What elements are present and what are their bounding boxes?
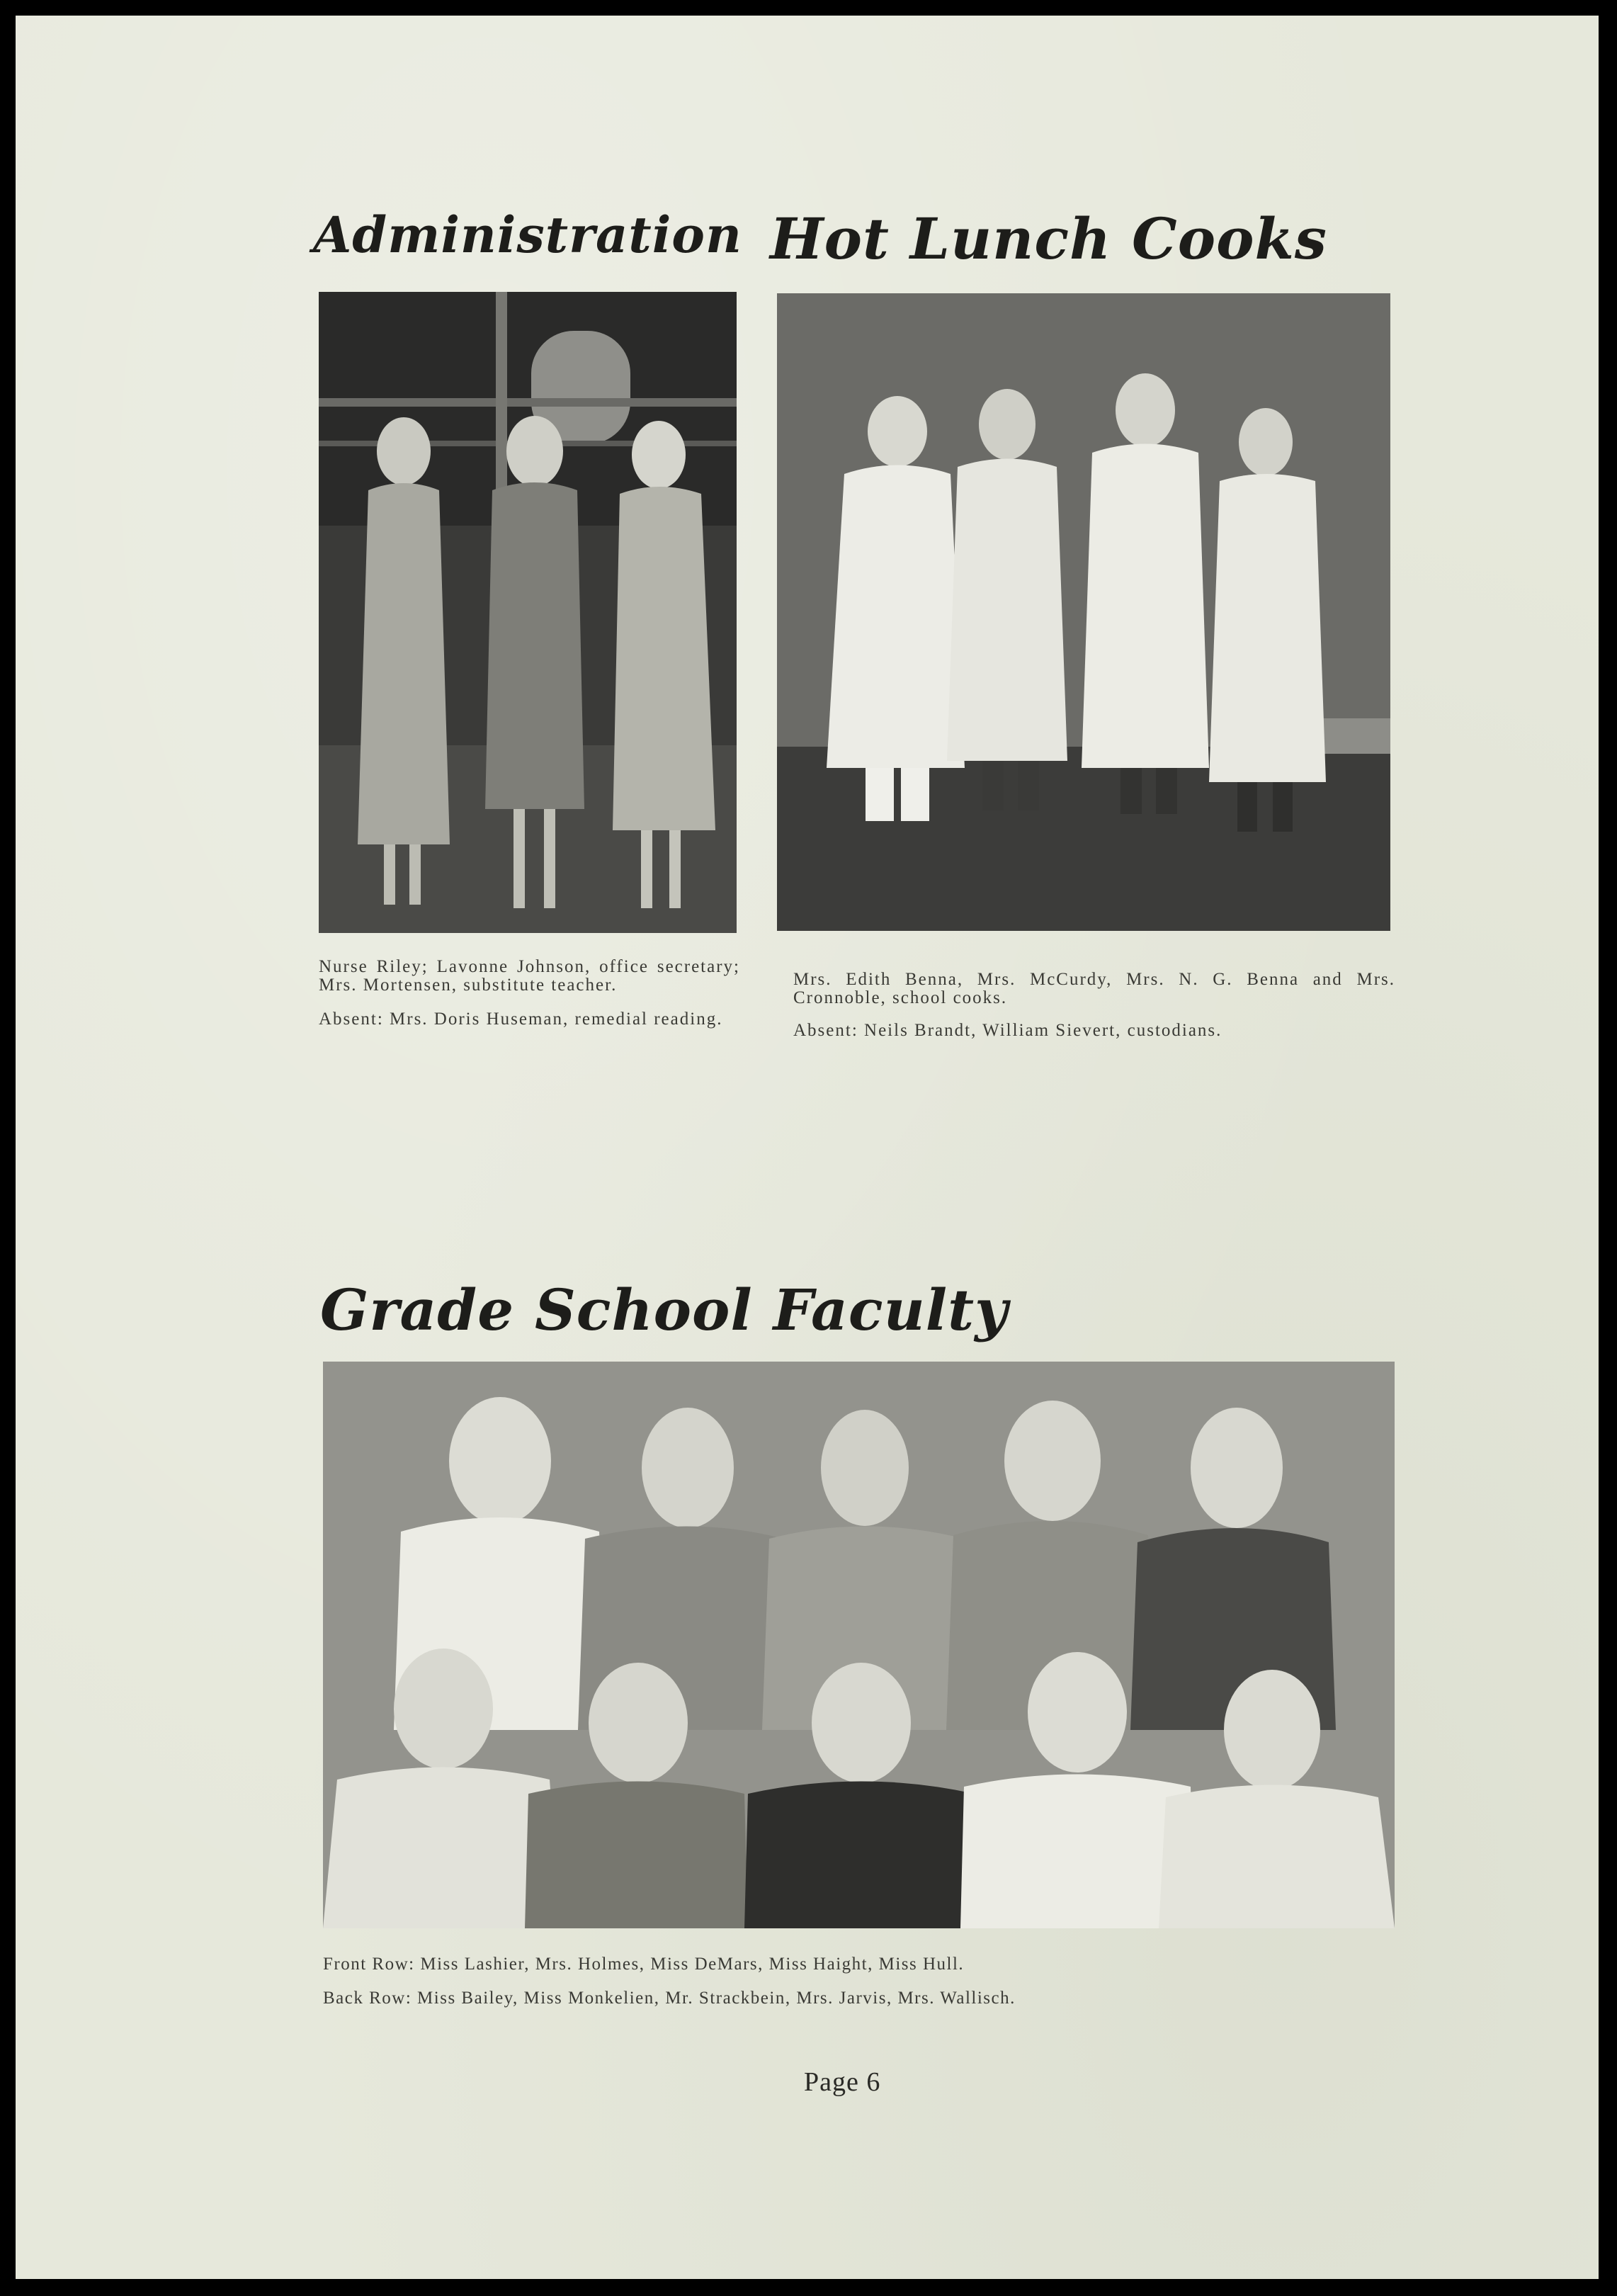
hot-lunch-cooks-caption xyxy=(793,971,1395,1040)
administration-heading: Administration xyxy=(313,205,742,264)
page-number: Page 6 xyxy=(804,2067,881,2097)
administration-caption xyxy=(319,958,740,1029)
administration-absent: Absent: Mrs. Doris Huseman, remedial reading. xyxy=(319,1010,723,1029)
hot-lunch-cooks-heading: Hot Lunch Cooks xyxy=(770,205,1327,272)
grade-school-faculty-heading: Grade School Faculty xyxy=(320,1277,1009,1343)
front-row-names: Front Row: Miss Lashier, Mrs. Holmes, Miss DeMars, Miss Haight, Miss Hull. xyxy=(323,1955,965,1974)
administration-names: Nurse Riley; Lavonne Johnson, office secretary; Mrs. Mortensen, substitute teacher. xyxy=(319,957,740,995)
hot-lunch-cooks-absent: Absent: Neils Brandt, William Sievert, custodians. xyxy=(793,1021,1222,1040)
paper-sheet xyxy=(16,16,1599,2279)
back-row-names: Back Row: Miss Bailey, Miss Monkelien, Mr. Strackbein, Mrs. Jarvis, Mrs. Wallisch. xyxy=(323,1989,1016,2008)
grade-school-faculty-caption xyxy=(323,1955,1400,2008)
hot-lunch-cooks-photo xyxy=(777,293,1390,931)
grade-school-faculty-photo xyxy=(323,1362,1395,1928)
hot-lunch-cooks-names: Mrs. Edith Benna, Mrs. McCurdy, Mrs. N. G. Benna and Mrs. Cronnoble, school cooks. xyxy=(793,970,1395,1007)
administration-photo xyxy=(319,292,737,933)
